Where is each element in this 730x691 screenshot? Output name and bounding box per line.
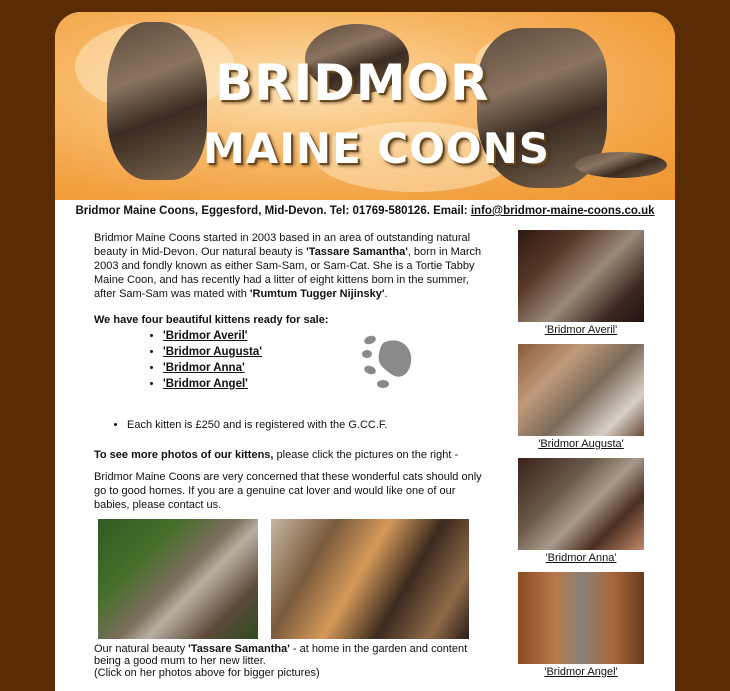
logo-maine-coons: MAINE COONS: [203, 124, 551, 173]
augusta-photo[interactable]: [518, 344, 644, 436]
averil-caption-link[interactable]: 'Bridmor Averil': [544, 324, 618, 336]
contact-text: Bridmor Maine Coons, Eggesford, Mid-Devon. Tel: 01769-580126. Email:: [75, 205, 471, 217]
more-photos-rest: please click the pictures on the right -: [273, 449, 459, 461]
price-list: [127, 419, 387, 431]
price-info: • Each kitten is £250 and is registered with the G.CC.F.: [127, 419, 387, 431]
samantha-name: 'Tassare Samantha': [306, 246, 408, 258]
kitten-link-anna[interactable]: • 'Bridmor Anna': [163, 362, 262, 378]
angel-photo[interactable]: [518, 572, 644, 664]
banner-cat-right-tail: [575, 152, 667, 178]
anna-photo[interactable]: [518, 458, 644, 550]
page-container: [55, 12, 675, 691]
banner-cat-left: [107, 22, 207, 180]
nijinsky-name: 'Rumtum Tugger Nijinsky': [249, 288, 385, 300]
caption-click-hint: (Click on her photos above for bigger pictures): [94, 667, 320, 679]
kittens-heading: We have four beautiful kittens ready for sale:: [94, 314, 329, 326]
samantha-litter-photo[interactable]: [271, 519, 469, 639]
email-link[interactable]: info@bridmor-maine-coons.co.uk: [470, 205, 655, 217]
augusta-caption-link[interactable]: 'Bridmor Augusta': [538, 438, 624, 450]
intro-text: [94, 231, 486, 327]
samantha-garden-photo[interactable]: [98, 519, 258, 639]
paw-print-icon: [361, 328, 413, 390]
photo-caption: Our natural beauty 'Tassare Samantha' - at home in the garden and content being a good mum to her new litter. (Click on her photos above for bigger pictures): [94, 643, 468, 679]
caption-samantha-name: 'Tassare Samantha': [188, 643, 290, 655]
care-paragraph: Bridmor Maine Coons are very concerned that these wonderful cats should only go to good homes. If you are a genuine cat lover and would like one of our babies, please contact us.: [94, 471, 482, 511]
kitten-link-angel[interactable]: • 'Bridmor Angel': [163, 378, 262, 394]
contact-line: [55, 205, 675, 217]
angel-caption-link[interactable]: 'Bridmor Angel': [544, 666, 618, 678]
averil-photo[interactable]: [518, 230, 644, 322]
more-photos-line: [94, 449, 486, 461]
anna-caption-link[interactable]: 'Bridmor Anna': [545, 552, 617, 564]
kitten-list: [163, 330, 262, 394]
more-photos-bold: To see more photos of our kittens,: [94, 449, 274, 461]
header-banner: [55, 12, 675, 200]
intro-paragraph: Bridmor Maine Coons started in 2003 based in an area of outstanding natural beauty in Mid-Devon. Our natural beauty is 'Tassare Samantha', born in March 2003 and fondly known as either Sam-Sam, or Sam-Cat. She is a Tortie Tabby Maine Coon, and has recently had a litter of eight kittens born in the summer, after Sam-Sam was mated with 'Rumtum Tugger Nijinsky'.: [94, 232, 482, 300]
logo-bridmor: BRIDMOR: [215, 54, 490, 112]
kitten-link-augusta[interactable]: • 'Bridmor Augusta': [163, 346, 262, 362]
kitten-link-averil[interactable]: • 'Bridmor Averil': [163, 330, 262, 346]
